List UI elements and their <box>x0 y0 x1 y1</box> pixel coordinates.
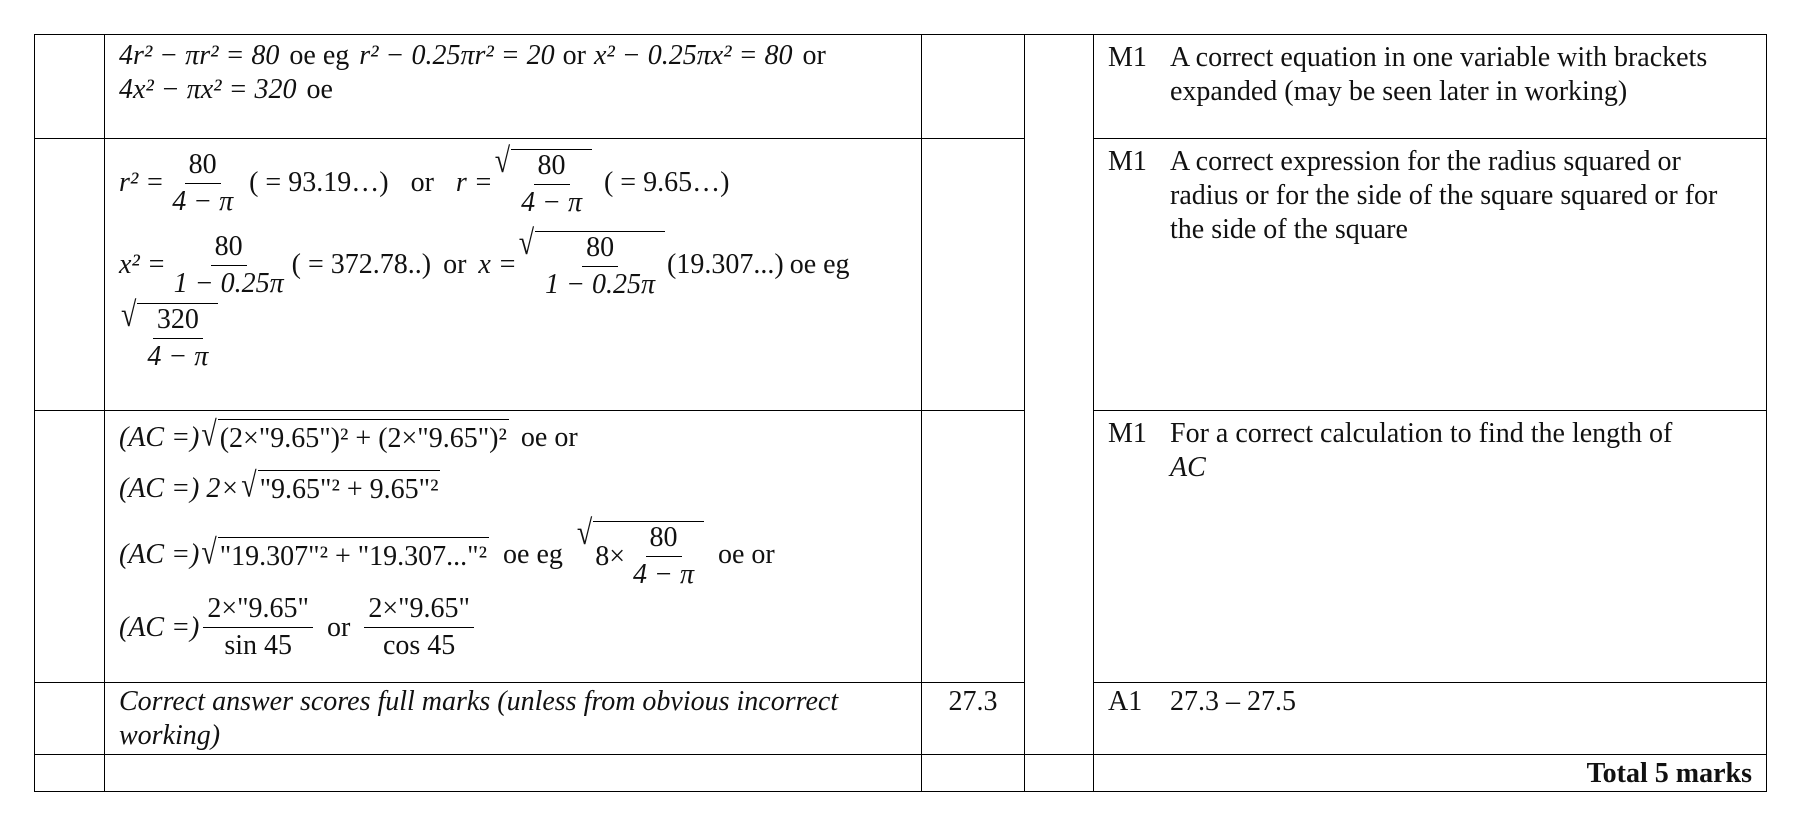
blank-cell <box>1025 35 1094 755</box>
working-line <box>105 73 921 107</box>
answer-cell <box>922 411 1025 683</box>
denominator: 1 − 0.25π <box>545 269 656 300</box>
guidance-cell <box>1094 139 1767 411</box>
fraction <box>364 595 474 660</box>
blank-cell <box>1025 755 1094 792</box>
square-root: √ "9.65"² + 9.65"² <box>241 466 439 506</box>
answer-cell <box>922 35 1025 139</box>
equation: 4x² − πx² = 320 <box>119 74 297 105</box>
question-cell <box>35 683 105 755</box>
numerator: 80 <box>211 233 247 266</box>
guidance-text: 27.3 – 27.5 <box>1170 686 1296 717</box>
working-line <box>105 35 921 73</box>
value: (19.307...) <box>667 249 784 280</box>
numerator: 80 <box>534 152 570 185</box>
working-cell <box>105 411 922 683</box>
square-root: √ $\frac{320}{4 - \pi}$ <box>121 303 218 371</box>
denominator: sin 45 <box>224 630 292 661</box>
text: oe eg <box>289 40 350 71</box>
working-line <box>105 595 921 660</box>
radicand: "9.65"² + 9.65"² <box>258 470 441 507</box>
guidance-cell <box>1094 683 1767 755</box>
text: or <box>802 40 826 71</box>
denominator: 4 − π <box>147 341 209 372</box>
mark-scheme-sheet <box>34 34 1766 790</box>
working-line <box>105 513 921 590</box>
text: or <box>326 611 351 643</box>
guidance-cell <box>1094 411 1767 683</box>
equation: (AC =) <box>119 539 200 570</box>
question-cell <box>35 411 105 683</box>
value: ( = 93.19…) <box>249 167 389 198</box>
mark-code: A1 <box>1108 686 1143 717</box>
working-cell <box>105 139 922 411</box>
equation: x = <box>478 249 517 280</box>
fraction <box>203 595 313 660</box>
denominator: 4 − π <box>633 559 694 590</box>
square-root: √ "19.307"² + "19.307..."² <box>201 533 488 572</box>
guidance-text <box>1170 417 1730 485</box>
numerator: 2×"9.65" <box>364 595 474 628</box>
answer-cell <box>922 139 1025 411</box>
working-cell <box>105 755 922 792</box>
guidance-text: A correct equation in one variable with brackets expanded (may be seen later in working) <box>1170 42 1708 107</box>
equation: (AC =) 2× <box>119 472 240 504</box>
square-root: √ 8× $\frac{80}{4 - \pi}$ <box>577 521 704 589</box>
multiplier: 8× <box>595 540 626 572</box>
text: oe or <box>717 539 775 570</box>
equation: 4r² − πr² = 80 <box>119 40 280 71</box>
guidance-cell <box>1094 35 1767 139</box>
equation: x² = <box>119 249 166 280</box>
value: ( = 372.78..) <box>291 249 432 280</box>
working-line <box>105 223 921 300</box>
square-root: √ $\frac{80}{1 - 0.25\pi}$ <box>519 231 665 299</box>
table-row <box>35 139 1767 411</box>
equation: r² − 0.25πr² = 20 <box>359 40 555 71</box>
working-line <box>105 415 921 456</box>
denominator: 4 − π <box>172 185 234 217</box>
denominator: 1 − 0.25π <box>173 267 284 299</box>
radicand: "19.307"² + "19.307..."² <box>218 537 489 574</box>
text: or <box>410 167 434 198</box>
working-note: Correct answer scores full marks (unless from obvious incorrect working) <box>119 686 839 751</box>
text: or <box>562 40 586 71</box>
mark-code: M1 <box>1108 146 1147 177</box>
working-line <box>105 141 921 218</box>
numerator: 320 <box>153 306 203 339</box>
equation: (AC =) <box>119 421 200 453</box>
radicand: (2×"9.65")² + (2×"9.65")² <box>218 419 509 456</box>
question-cell <box>35 139 105 411</box>
total-cell <box>1094 755 1767 792</box>
equation: (AC =) <box>119 611 200 643</box>
value: ( = 9.65…) <box>603 167 730 198</box>
table-row <box>35 411 1767 683</box>
mark-code: M1 <box>1108 42 1147 73</box>
total-marks: Total 5 marks <box>1586 758 1752 789</box>
square-root: √ (2×"9.65")² + (2×"9.65")² <box>201 415 507 455</box>
square-root: √ $\frac{80}{4 - \pi}$ <box>495 149 592 217</box>
question-cell <box>35 35 105 139</box>
text: or <box>443 249 467 280</box>
numerator: 2×"9.65" <box>203 595 313 628</box>
text: oe eg <box>789 249 850 280</box>
denominator: cos 45 <box>382 630 456 661</box>
denominator: 4 − π <box>521 187 582 218</box>
working-line <box>105 466 921 507</box>
working-cell <box>105 35 922 139</box>
guidance-line: For a correct calculation to find the length of <box>1170 418 1673 449</box>
numerator: 80 <box>582 234 618 267</box>
table-row <box>35 35 1767 139</box>
numerator: 80 <box>646 524 682 557</box>
text: oe eg <box>503 539 563 570</box>
working-line <box>105 295 921 372</box>
mark-code: M1 <box>1108 418 1147 449</box>
fraction <box>170 230 288 299</box>
numerator: 80 <box>185 151 221 184</box>
table-row <box>35 755 1767 792</box>
equation: r² = <box>119 167 165 198</box>
text: oe <box>306 74 333 105</box>
equation: x² − 0.25πx² = 80 <box>594 40 793 71</box>
question-cell <box>35 755 105 792</box>
fraction <box>168 148 237 217</box>
guidance-line: AC <box>1170 452 1206 483</box>
table-row <box>35 683 1767 755</box>
answer-cell: 27.3 <box>922 683 1025 755</box>
text: oe or <box>520 421 578 453</box>
answer-cell <box>922 755 1025 792</box>
equation: r = <box>455 167 493 198</box>
mark-scheme-table <box>34 34 1767 792</box>
working-cell <box>105 683 922 755</box>
guidance-text: A correct expression for the radius squared or radius or for the side of the square squared or for the side of the square <box>1170 146 1718 245</box>
